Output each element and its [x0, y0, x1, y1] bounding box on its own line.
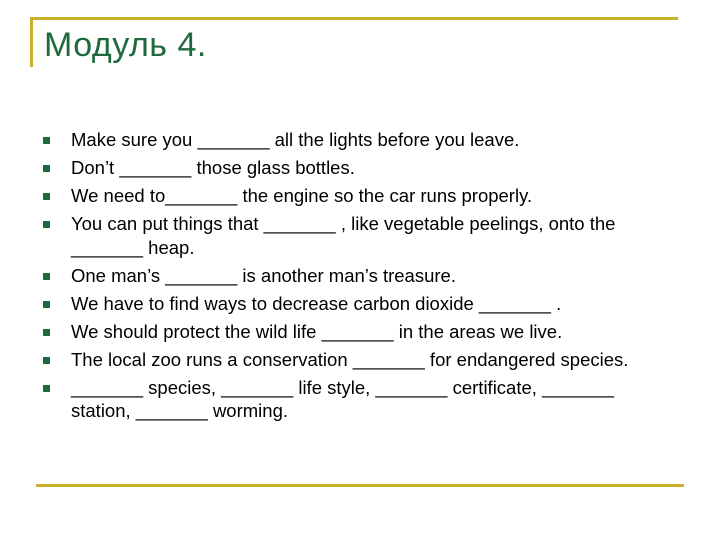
item-text: One man’s _______ is another man’s treasure. [71, 264, 456, 286]
left-divider [30, 17, 33, 67]
slide-title: Модуль 4. [44, 26, 207, 64]
list-item [40, 376, 660, 423]
item-text: We need to_______ the engine so the car runs properly. [71, 185, 533, 206]
list-item [40, 212, 660, 259]
square-bullet-icon [43, 273, 50, 280]
square-bullet-icon [43, 357, 50, 364]
item-text: We should protect the wild life _______ in the areas we live. [71, 320, 563, 342]
item-text: Don’t _______ those glass bottles. [71, 157, 355, 178]
square-bullet-icon [43, 329, 50, 336]
item-text: The local zoo runs a conservation _______ for endangered species. [71, 348, 629, 370]
top-divider [30, 17, 678, 20]
list-item [40, 348, 660, 372]
list-item [40, 264, 660, 288]
list-item [40, 292, 660, 316]
exercise-list [40, 128, 660, 427]
item-text: Make sure you _______ all the lights before you leave. [71, 129, 520, 150]
square-bullet-icon [43, 165, 50, 172]
bottom-divider [36, 484, 684, 487]
item-text: We have to find ways to decrease carbon dioxide _______ . [71, 292, 562, 314]
item-text: _______ species, _______ life style, _______ certificate, _______ station, _______ worming. [71, 376, 615, 421]
square-bullet-icon [43, 385, 50, 392]
item-text: You can put things that _______ , like vegetable peelings, onto the _______ heap. [71, 213, 616, 258]
square-bullet-icon [43, 193, 50, 200]
square-bullet-icon [43, 221, 50, 228]
list-item [40, 156, 660, 180]
list-item [40, 128, 660, 152]
list-item [40, 184, 660, 208]
square-bullet-icon [43, 137, 50, 144]
list-item [40, 320, 660, 344]
square-bullet-icon [43, 301, 50, 308]
